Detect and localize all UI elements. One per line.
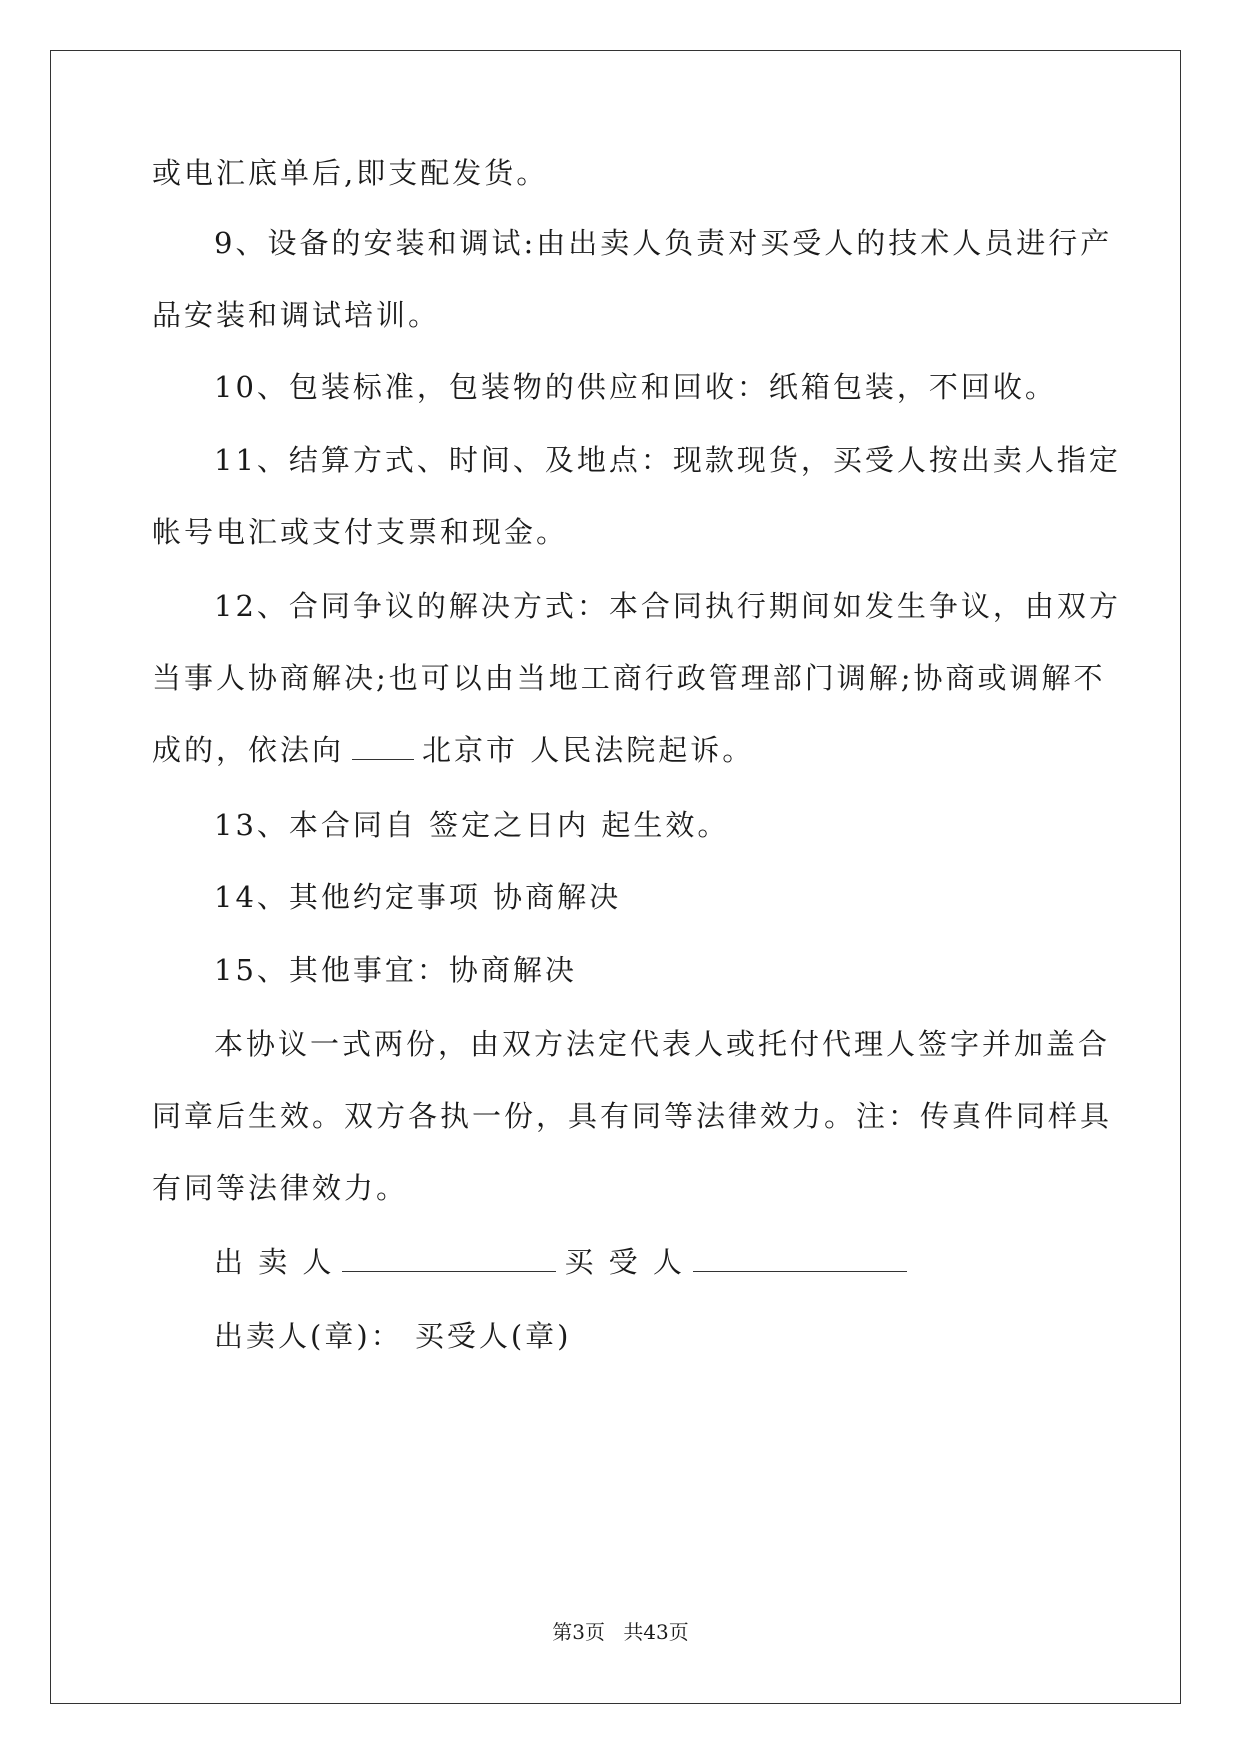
blank-line xyxy=(352,733,414,760)
paragraph-line: 或电汇底单后,即支配发货。 xyxy=(152,156,549,190)
clause-14: 14、其他约定事项 协商解决 xyxy=(214,880,622,914)
seal-line: 出卖人(章)： 买受人(章) xyxy=(214,1319,572,1353)
clause-13: 13、本合同自 签定之日内 起生效。 xyxy=(214,808,730,842)
agreement-line-1: 本协议一式两份，由双方法定代表人或托付代理人签字并加盖合 xyxy=(214,1027,1111,1061)
buyer-signature-blank xyxy=(693,1245,907,1272)
page-footer xyxy=(0,1618,1241,1646)
agreement-line-3: 有同等法律效力。 xyxy=(152,1171,409,1205)
clause-9-line-2: 品安装和调试培训。 xyxy=(152,298,441,332)
current-page: 第3页 xyxy=(552,1620,605,1644)
clause-9-line-1: 9、设备的安装和调试:由出卖人负责对买受人的技术人员进行产 xyxy=(214,226,1113,260)
court-line-suffix: 人民法院起诉。 xyxy=(530,733,755,767)
court-city: 北京市 xyxy=(422,733,519,767)
court-line-prefix: 成的，依法向 xyxy=(152,733,345,767)
clause-11-line-1: 11、结算方式、时间、及地点：现款现货，买受人按出卖人指定 xyxy=(214,443,1121,477)
clause-15: 15、其他事宜：协商解决 xyxy=(214,953,577,987)
clause-12-line-1: 12、合同争议的解决方式：本合同执行期间如发生争议，由双方 xyxy=(214,589,1121,623)
total-pages: 共43页 xyxy=(623,1620,689,1644)
clause-10: 10、包装标准，包装物的供应和回收：纸箱包装，不回收。 xyxy=(214,370,1057,404)
clause-12-line-3 xyxy=(152,730,1092,770)
agreement-line-2: 同章后生效。双方各执一份，具有同等法律效力。注：传真件同样具 xyxy=(152,1099,1113,1133)
seller-signature-blank xyxy=(342,1245,556,1272)
seller-label: 出 卖 人 xyxy=(214,1245,335,1279)
signature-line xyxy=(214,1242,1092,1282)
clause-11-line-2: 帐号电汇或支付支票和现金。 xyxy=(152,515,569,549)
clause-12-line-2: 当事人协商解决;也可以由当地工商行政管理部门调解;协商或调解不 xyxy=(152,661,1106,695)
buyer-label: 买 受 人 xyxy=(564,1245,685,1279)
